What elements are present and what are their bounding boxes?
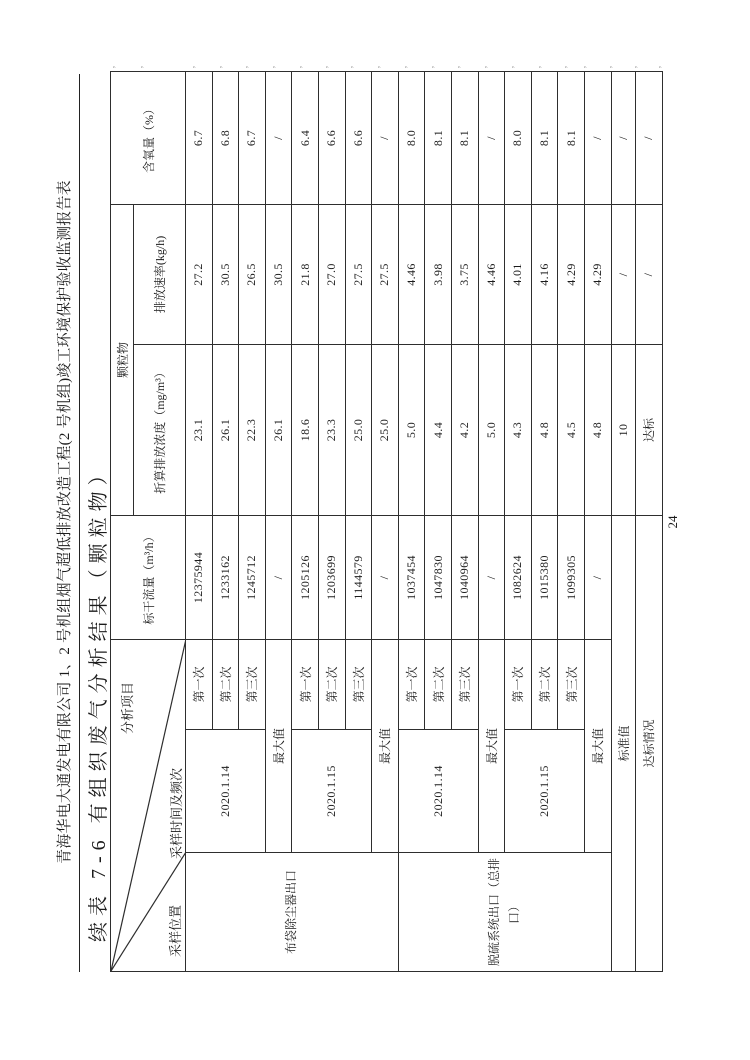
diagonal-header-cell	[111, 639, 186, 971]
oxygen-value: 6.4	[292, 71, 319, 204]
flow-value: /	[478, 515, 505, 639]
scan-mark: ,	[425, 65, 435, 69]
rate-value: 3.75	[451, 204, 478, 344]
flow-value: /	[584, 515, 611, 639]
conc-value: 4.5	[558, 344, 585, 515]
oxygen-value: 6.6	[345, 71, 372, 204]
scan-mark: ,	[239, 65, 249, 69]
freq-cell: 第一次	[292, 639, 319, 729]
oxygen-value: /	[372, 71, 399, 204]
scan-mark: ,	[371, 65, 381, 69]
conc-value: 4.3	[505, 344, 532, 515]
table-caption: 续表 7-6 有组织废气分析结果（颗粒物）	[88, 459, 110, 942]
flow-value: 1205126	[292, 515, 319, 639]
col-header-concentration: 折算排放浓度（mg/m³）	[134, 344, 186, 515]
date-cell: 2020.1.14	[398, 730, 478, 853]
freq-cell: 第二次	[212, 639, 239, 729]
oxygen-value: /	[584, 71, 611, 204]
max-label-cell: 最大值	[372, 639, 399, 852]
conc-value: 25.0	[372, 344, 399, 515]
freq-cell: 第一次	[398, 639, 425, 729]
col-header-flow: 标干流量（m³/h）	[111, 515, 186, 639]
compliance-conc-value: 达标	[635, 344, 662, 515]
scan-mark: ,	[505, 65, 515, 69]
oxygen-value: 8.0	[398, 71, 425, 204]
freq-cell: 第一次	[505, 639, 532, 729]
flow-value: 1082624	[505, 515, 532, 639]
scan-mark: ,	[577, 65, 587, 69]
header-rule	[79, 74, 80, 972]
conc-value: 4.4	[425, 344, 452, 515]
scan-mark: ,	[398, 65, 408, 69]
flow-value: /	[372, 515, 399, 639]
conc-value: 23.3	[318, 344, 345, 515]
rate-value: 26.5	[239, 204, 266, 344]
freq-cell: 第一次	[186, 639, 213, 729]
date-cell: 2020.1.15	[505, 730, 585, 853]
conc-value: 23.1	[186, 344, 213, 515]
freq-cell: 第二次	[425, 639, 452, 729]
flow-value: 1015380	[531, 515, 558, 639]
oxygen-value: /	[265, 71, 292, 204]
corner-label-sampling-time: 采样时间及频次	[169, 767, 184, 859]
freq-cell: 第二次	[531, 639, 558, 729]
col-header-particulate: 颗粒物	[111, 204, 134, 515]
rate-value: 27.0	[318, 204, 345, 344]
freq-cell: 第三次	[345, 639, 372, 729]
standard-oxygen-value: /	[611, 71, 635, 204]
flow-value: 1203699	[318, 515, 345, 639]
oxygen-value: 8.1	[558, 71, 585, 204]
conc-value: 25.0	[345, 344, 372, 515]
rate-value: 4.46	[478, 204, 505, 344]
conc-value: 4.8	[584, 344, 611, 515]
flow-value: 1245712	[239, 515, 266, 639]
standard-rate-value: /	[611, 204, 635, 344]
rate-value: 27.5	[372, 204, 399, 344]
report-title: 青海华电大通发电有限公司 1、2 号机组烟气超低排放改造工程(2 号机组)竣工环境保护验收监测报告表	[57, 180, 73, 864]
scan-mark: ,	[558, 65, 568, 69]
standard-label-cell: 标准值	[611, 515, 635, 971]
oxygen-value: 6.6	[318, 71, 345, 204]
scan-mark: ,	[532, 65, 542, 69]
flow-value: 1037454	[398, 515, 425, 639]
corner-label-sampling-location: 采样位置	[168, 904, 183, 957]
rate-value: 4.16	[531, 204, 558, 344]
scan-mark: ,	[652, 65, 662, 69]
flow-value: 1144579	[345, 515, 372, 639]
scan-mark: ,	[266, 65, 276, 69]
rate-value: 3.98	[425, 204, 452, 344]
max-label-cell: 最大值	[584, 639, 611, 852]
freq-cell: 第三次	[451, 639, 478, 729]
conc-value: 26.1	[212, 344, 239, 515]
max-label-cell: 最大值	[265, 639, 292, 852]
scan-mark: ,	[478, 65, 488, 69]
conc-value: 26.1	[265, 344, 292, 515]
oxygen-value: 8.0	[505, 71, 532, 204]
scan-mark: ,	[319, 65, 329, 69]
page-number: 24	[665, 515, 680, 529]
flow-value: 1099305	[558, 515, 585, 639]
compliance-oxygen-value: /	[635, 71, 662, 204]
rate-value: 21.8	[292, 204, 319, 344]
flow-value: 1047830	[425, 515, 452, 639]
freq-cell: 第三次	[558, 639, 585, 729]
oxygen-value: 8.1	[531, 71, 558, 204]
scan-mark: ,	[293, 65, 303, 69]
oxygen-value: 6.8	[212, 71, 239, 204]
rate-value: 4.01	[505, 204, 532, 344]
col-header-rate: 排放速率(kg/h)	[134, 204, 186, 344]
oxygen-value: 8.1	[451, 71, 478, 204]
scan-mark: ,	[213, 65, 223, 69]
location-cell-desulfurization: 脱硫系统出口（总排口）	[398, 853, 611, 972]
oxygen-value: 8.1	[425, 71, 452, 204]
scan-mark: ,	[451, 65, 461, 69]
location-cell-baghouse: 布袋除尘器出口	[186, 853, 399, 972]
rate-value: 30.5	[212, 204, 239, 344]
oxygen-value: 6.7	[239, 71, 266, 204]
flow-value: /	[265, 515, 292, 639]
oxygen-value: 6.7	[186, 71, 213, 204]
analysis-results-table	[110, 71, 663, 972]
freq-cell: 第三次	[239, 639, 266, 729]
conc-value: 4.2	[451, 344, 478, 515]
standard-conc-value: 10	[611, 344, 635, 515]
rate-value: 4.29	[558, 204, 585, 344]
col-header-oxygen: 含氧量（%）	[111, 71, 186, 204]
freq-cell: 第二次	[318, 639, 345, 729]
rate-value: 27.5	[345, 204, 372, 344]
scan-mark: ,	[628, 65, 638, 69]
scan-mark: ,	[106, 65, 116, 69]
flow-value: 1040964	[451, 515, 478, 639]
flow-value: 12375944	[186, 515, 213, 639]
oxygen-value: /	[478, 71, 505, 204]
conc-value: 5.0	[398, 344, 425, 515]
scan-mark: ,	[344, 65, 354, 69]
flow-value: 1233162	[212, 515, 239, 639]
scan-mark: ,	[134, 65, 144, 69]
corner-label-analysis-item: 分析项目	[120, 681, 135, 734]
scan-mark: ,	[603, 65, 613, 69]
scan-mark: ,	[186, 65, 196, 69]
rate-value: 30.5	[265, 204, 292, 344]
conc-value: 4.8	[531, 344, 558, 515]
conc-value: 5.0	[478, 344, 505, 515]
date-cell: 2020.1.14	[186, 730, 266, 853]
rate-value: 27.2	[186, 204, 213, 344]
max-label-cell: 最大值	[478, 639, 505, 852]
rate-value: 4.46	[398, 204, 425, 344]
conc-value: 18.6	[292, 344, 319, 515]
compliance-label-cell: 达标情况	[635, 515, 662, 971]
rate-value: 4.29	[584, 204, 611, 344]
date-cell: 2020.1.15	[292, 730, 372, 853]
conc-value: 22.3	[239, 344, 266, 515]
compliance-rate-value: /	[635, 204, 662, 344]
